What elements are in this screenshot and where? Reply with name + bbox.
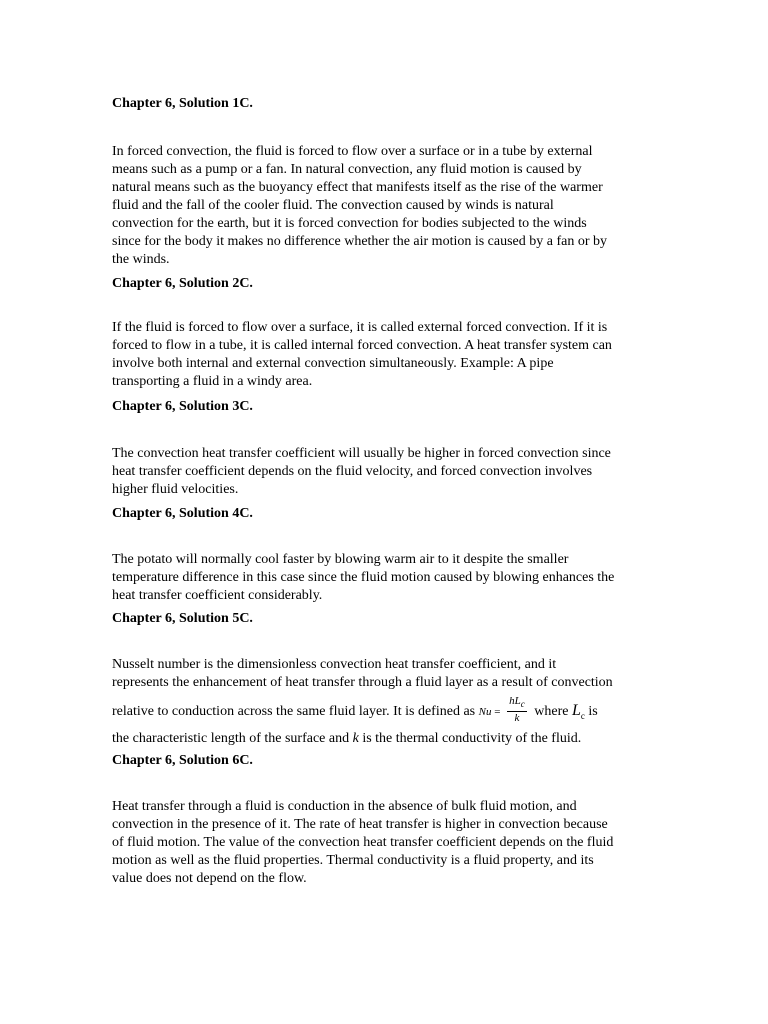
last-line-lead: the characteristic length of the surface and <box>112 731 353 746</box>
fraction-denominator: k <box>514 711 520 724</box>
body-line: convection for the earth, but it is forced convection for bodies subjected to the winds <box>112 216 587 231</box>
body-line: forced to flow in a tube, it is called internal forced convection. A heat transfer system can <box>112 338 612 353</box>
body-line <box>112 730 660 748</box>
numerator-text: hL <box>509 694 521 707</box>
body-line: motion as well as the fluid properties. Thermal conductivity is a fluid property, and its <box>112 853 594 868</box>
length-subscript: c <box>580 710 585 721</box>
conductivity-symbol: k <box>352 731 359 746</box>
nusselt-fraction <box>507 695 527 725</box>
body-line: natural means such as the buoyancy effect that manifests itself as the rise of the warmer <box>112 180 603 195</box>
body-line: If the fluid is forced to flow over a surface, it is called external forced convection. If it is <box>112 320 608 335</box>
last-line-tail: is the thermal conductivity of the fluid. <box>358 731 582 746</box>
formula-where-text: where <box>530 704 572 719</box>
body-line: higher fluid velocities. <box>112 482 239 497</box>
body-line: of fluid motion. The value of the convection heat transfer coefficient depends on the fluid <box>112 835 614 850</box>
length-symbol: L <box>572 702 581 719</box>
body-line: Nusselt number is the dimensionless convection heat transfer coefficient, and it <box>112 657 557 672</box>
body-line: The potato will normally cool faster by blowing warm air to it despite the smaller <box>112 552 569 567</box>
formula-line <box>112 692 660 730</box>
section-heading-5: Chapter 6, Solution 5C. <box>112 611 253 626</box>
section-body-5 <box>112 656 660 748</box>
body-line: represents the enhancement of heat transfer through a fluid layer as a result of convection <box>112 675 613 690</box>
numerator-subscript: c <box>520 698 525 709</box>
body-line: value does not depend on the flow. <box>112 871 307 886</box>
formula-lead-text: relative to conduction across the same fluid layer. It is defined as <box>112 704 479 719</box>
body-line: involve both internal and external convection simultaneously. Example: A pipe <box>112 356 554 371</box>
body-line: heat transfer coefficient considerably. <box>112 588 323 603</box>
body-line: since for the body it makes no difference whether the air motion is caused by a fan or by <box>112 234 608 249</box>
section-body-2 <box>112 319 660 391</box>
section-heading-6: Chapter 6, Solution 6C. <box>112 753 253 768</box>
body-line: convection in the presence of it. The rate of heat transfer is higher in convection because <box>112 817 608 832</box>
section-body-6 <box>112 798 660 888</box>
fraction-numerator <box>507 695 527 712</box>
section-body-3 <box>112 445 660 499</box>
equals-sign: = <box>491 706 504 718</box>
body-line: means such as a pump or a fan. In natural convection, any fluid motion is caused by <box>112 162 582 177</box>
body-line: fluid and the fall of the cooler fluid. The convection caused by winds is natural <box>112 198 554 213</box>
body-line: In forced convection, the fluid is forced to flow over a surface or in a tube by external <box>112 144 593 159</box>
formula-tail-text: is <box>584 704 598 719</box>
section-body-1 <box>112 143 660 269</box>
section-body-4 <box>112 551 660 605</box>
section-heading-4: Chapter 6, Solution 4C. <box>112 506 253 521</box>
section-heading-2: Chapter 6, Solution 2C. <box>112 276 253 291</box>
body-line: temperature difference in this case since the fluid motion caused by blowing enhances the <box>112 570 615 585</box>
body-line: heat transfer coefficient depends on the fluid velocity, and forced convection involves <box>112 464 593 479</box>
body-line: the winds. <box>112 252 170 267</box>
section-heading-1: Chapter 6, Solution 1C. <box>112 96 253 111</box>
body-line: transporting a fluid in a windy area. <box>112 374 313 389</box>
section-heading-3: Chapter 6, Solution 3C. <box>112 399 253 414</box>
body-line: The convection heat transfer coefficient will usually be higher in forced convection since <box>112 446 611 461</box>
nusselt-symbol: Nu <box>478 706 492 718</box>
body-line: Heat transfer through a fluid is conduction in the absence of bulk fluid motion, and <box>112 799 577 814</box>
